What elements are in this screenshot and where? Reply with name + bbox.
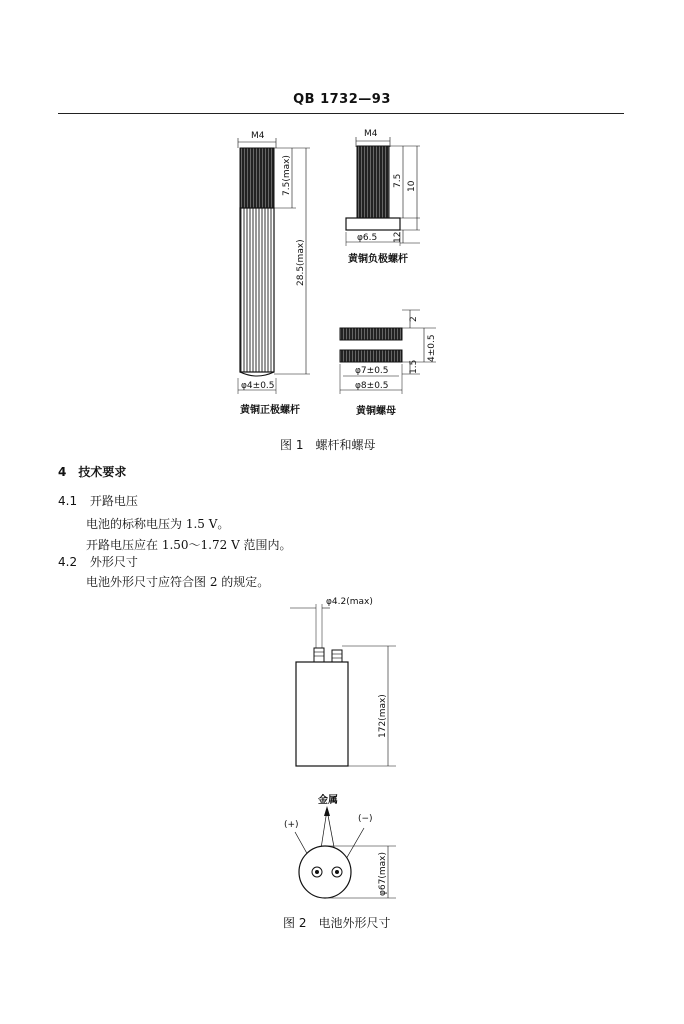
negative-label: (−) (358, 814, 373, 824)
left-thread-length: 7.5(max) (282, 155, 292, 196)
left-total-length: 28.5(max) (296, 239, 306, 286)
nut-bottom-height: 1.5 (409, 359, 419, 374)
battery-diameter: φ67(max) (378, 851, 388, 896)
positive-label: (+) (284, 820, 299, 830)
right-caption: 黄铜负极螺杆 (348, 254, 408, 265)
nut-caption: 黄铜螺母 (356, 406, 396, 417)
item-4-1-line-1: 电池的标称电压为 1.5 V。 (86, 517, 230, 531)
section-title: 4 技术要求 (58, 465, 127, 479)
terminal-diameter: φ4.2(max) (326, 597, 373, 607)
nut-drawing (340, 310, 437, 417)
right-m4-label: M4 (364, 129, 378, 139)
right-height: 10 (407, 180, 417, 192)
battery-top-view (284, 793, 396, 898)
nut-top-height: 2 (409, 316, 419, 322)
negative-screw-drawing (346, 129, 420, 265)
nut-inner-diameter: φ7±0.5 (355, 366, 389, 376)
item-4-1-heading (58, 492, 138, 509)
item-4-1-line-2: 开路电压应在 1.50～1.72 V 范围内。 (86, 538, 292, 552)
item-4-2-line-1: 电池外形尺寸应符合图 2 的规定。 (86, 575, 270, 589)
material-label: 金属 (318, 795, 338, 806)
right-thread-length: 7.5 (393, 173, 403, 188)
left-m4-label: M4 (251, 131, 265, 141)
right-base-height: 12 (393, 231, 403, 243)
battery-side-view (290, 597, 396, 766)
figure2-caption: 图 2 电池外形尺寸 (283, 916, 391, 930)
figure1-caption: 图 1 螺杆和螺母 (280, 438, 376, 452)
nut-outer-diameter: φ8±0.5 (355, 381, 389, 391)
standard-code: QB 1732—93 (293, 92, 391, 107)
nut-total-height: 4±0.5 (427, 334, 437, 362)
item-4-2-heading (58, 553, 138, 570)
positive-screw-drawing (238, 131, 310, 416)
item-number: 4.1 (58, 494, 78, 508)
left-caption: 黄铜正极螺杆 (240, 405, 300, 416)
item-title: 外形尺寸 (89, 555, 138, 569)
item-number: 4.2 (58, 555, 78, 569)
battery-height: 172(max) (378, 694, 388, 738)
right-diameter: φ6.5 (357, 233, 378, 243)
left-diameter: φ4±0.5 (241, 381, 275, 391)
item-title: 开路电压 (89, 494, 138, 508)
